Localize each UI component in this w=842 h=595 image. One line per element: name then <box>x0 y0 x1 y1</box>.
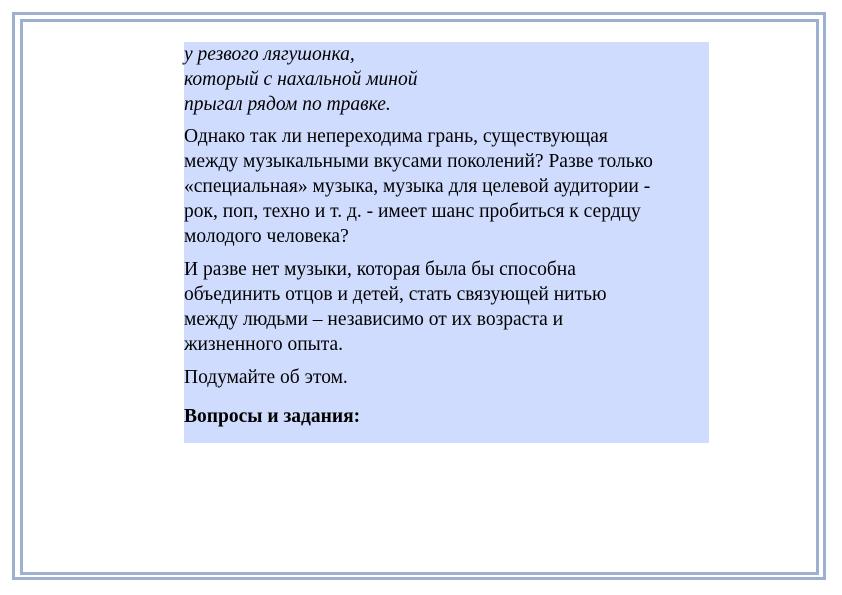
poem-line: у резвого лягушонка, <box>184 44 355 65</box>
poem-excerpt <box>184 43 709 118</box>
paragraph-line: жизненного опыта. <box>184 334 344 355</box>
paragraph-uniting-music <box>184 258 709 358</box>
paragraph-line: между людьми – независимо от их возраста и <box>184 309 564 330</box>
paragraph-generations <box>184 125 709 250</box>
paragraph-line: Подумайте об этом. <box>184 367 348 388</box>
paragraph-line: И разве нет музыки, которая была бы способна <box>184 259 576 280</box>
poem-line: прыгал рядом по травке. <box>184 94 391 115</box>
paragraph-line: между музыкальными вкусами поколений? Разве только <box>184 151 653 172</box>
poem-line: который с нахальной миной <box>184 69 418 90</box>
paragraph-line: Однако так ли непереходима грань, существующая <box>184 126 608 147</box>
paragraph-line: объединить отцов и детей, стать связующей нитью <box>184 284 607 305</box>
paragraph-line: молодого человека? <box>184 226 349 247</box>
paragraph-line: рок, поп, техно и т. д. - имеет шанс пробиться к сердцу <box>184 201 641 222</box>
paragraph-think <box>184 366 709 391</box>
slide-text-block <box>184 42 709 443</box>
questions-heading: Вопросы и задания: <box>184 406 361 427</box>
paragraph-line: «специальная» музыка, музыка для целевой аудитории - <box>184 176 651 197</box>
